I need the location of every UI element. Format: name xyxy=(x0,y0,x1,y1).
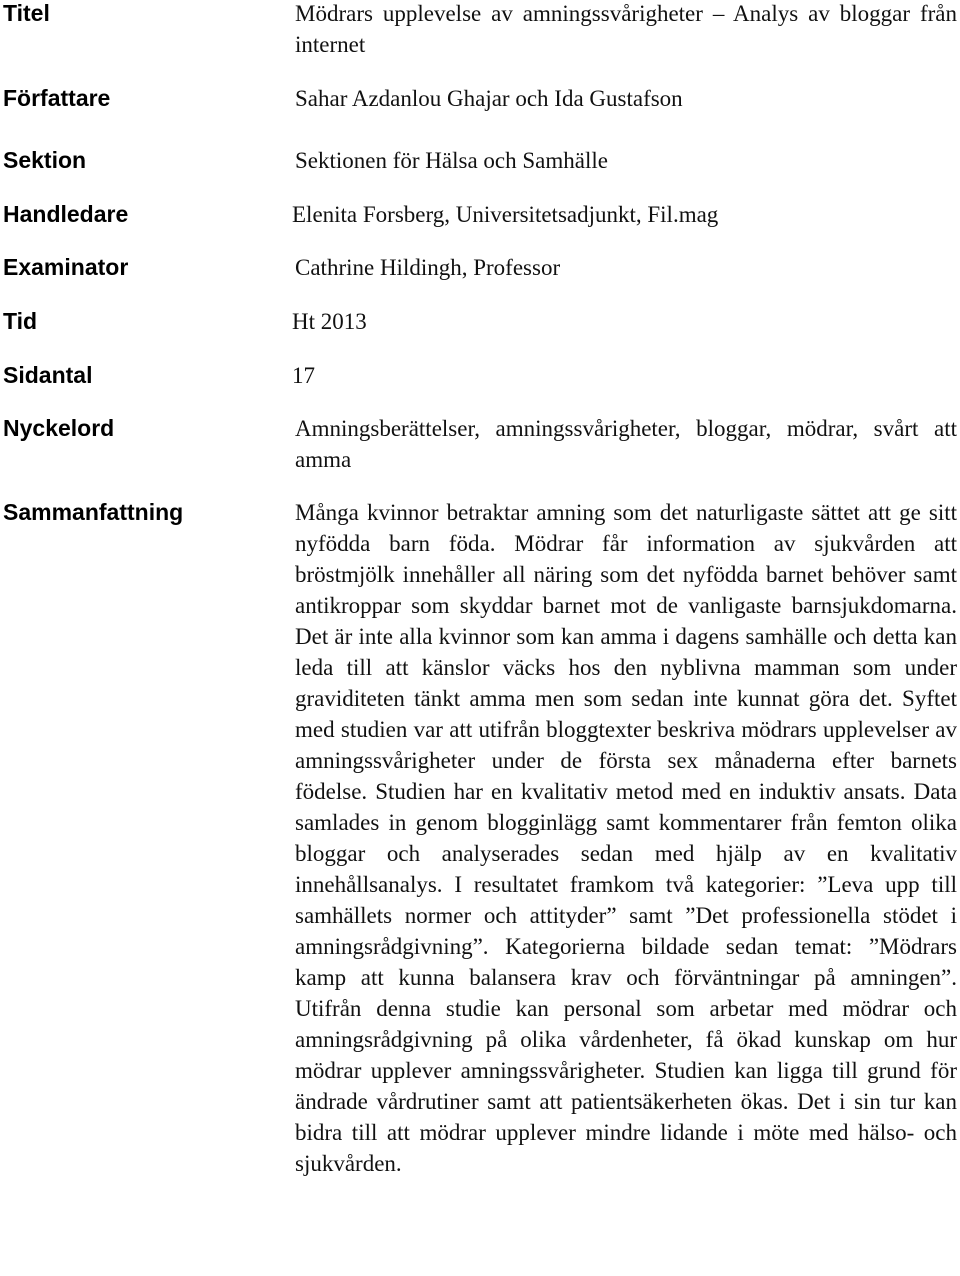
section-value: Sektionen för Hälsa och Samhälle xyxy=(295,148,608,173)
authors-label: Författare xyxy=(3,85,111,111)
keywords-value: Amningsberättelser, amningssvårigheter, bloggar, mödrar, svårt att amma xyxy=(295,416,957,472)
authors-value: Sahar Azdanlou Ghajar och Ida Gustafson xyxy=(295,86,683,111)
examiner-label: Examinator xyxy=(3,254,129,280)
time-value: Ht 2013 xyxy=(292,309,367,334)
title-label: Titel xyxy=(3,0,50,26)
supervisor-value: Elenita Forsberg, Universitetsadjunkt, Fil.mag xyxy=(292,202,719,227)
section-label: Sektion xyxy=(3,147,87,173)
summary-label: Sammanfattning xyxy=(3,499,184,525)
supervisor-label: Handledare xyxy=(3,201,129,227)
time-label: Tid xyxy=(3,308,38,334)
pages-value: 17 xyxy=(292,363,315,388)
summary-text: Många kvinnor betraktar amning som det naturligaste sättet att ge sitt nyfödda barn föda. Mödrar får information av sjukvården att bröstmjölk innehåller all näring som det nyfödda barnet behöver samt antikroppar som skyddar barnet mot de vanligaste barnsjukdomarna. Det är inte alla kvinnor som kan amma i dagens samhälle och detta kan leda till att känslor väcks hos den nyblivna mamman som under graviditeten tänkt amma men som sedan inte kunnat göra det. Syftet med studien var att utifrån bloggtexter beskriva mödrars upplevelser av amningssvårigheter under de första sex månaderna efter barnets födelse. Studien har en kvalitativ metod med en induktiv ansats. Data samlades in genom blogginlägg samt kommentarer från femton olika bloggar och analyserades sedan med hjälp av en kvalitativ innehållsanalys. I resultatet framkom två kategorier: ”Leva upp till samhällets normer och attityder” samt ”Det professionella stödet i amningsrådgivning”. Kategorierna bildade sedan temat: ”Mödrars kamp att kunna balansera krav och förväntningar på amningen”. Utifrån denna studie kan personal som arbetar med mödrar och amningsrådgivning på olika vårdenheter, få ökad kunskap om hur mödrar upplever amningssvårigheter. Studien kan ligga till grund för ändrade vårdrutiner samt att patientsäkerheten ökas. Det i sin tur kan bidra till att mödrar upplever mindre lidande i möte med hälso- och sjukvården. xyxy=(295,500,957,1176)
title-value: Mödrars upplevelse av amningssvårigheter – Analys av bloggar från internet xyxy=(295,1,957,57)
keywords-label: Nyckelord xyxy=(3,415,115,441)
examiner-value: Cathrine Hildingh, Professor xyxy=(295,255,561,280)
pages-label: Sidantal xyxy=(3,362,93,388)
